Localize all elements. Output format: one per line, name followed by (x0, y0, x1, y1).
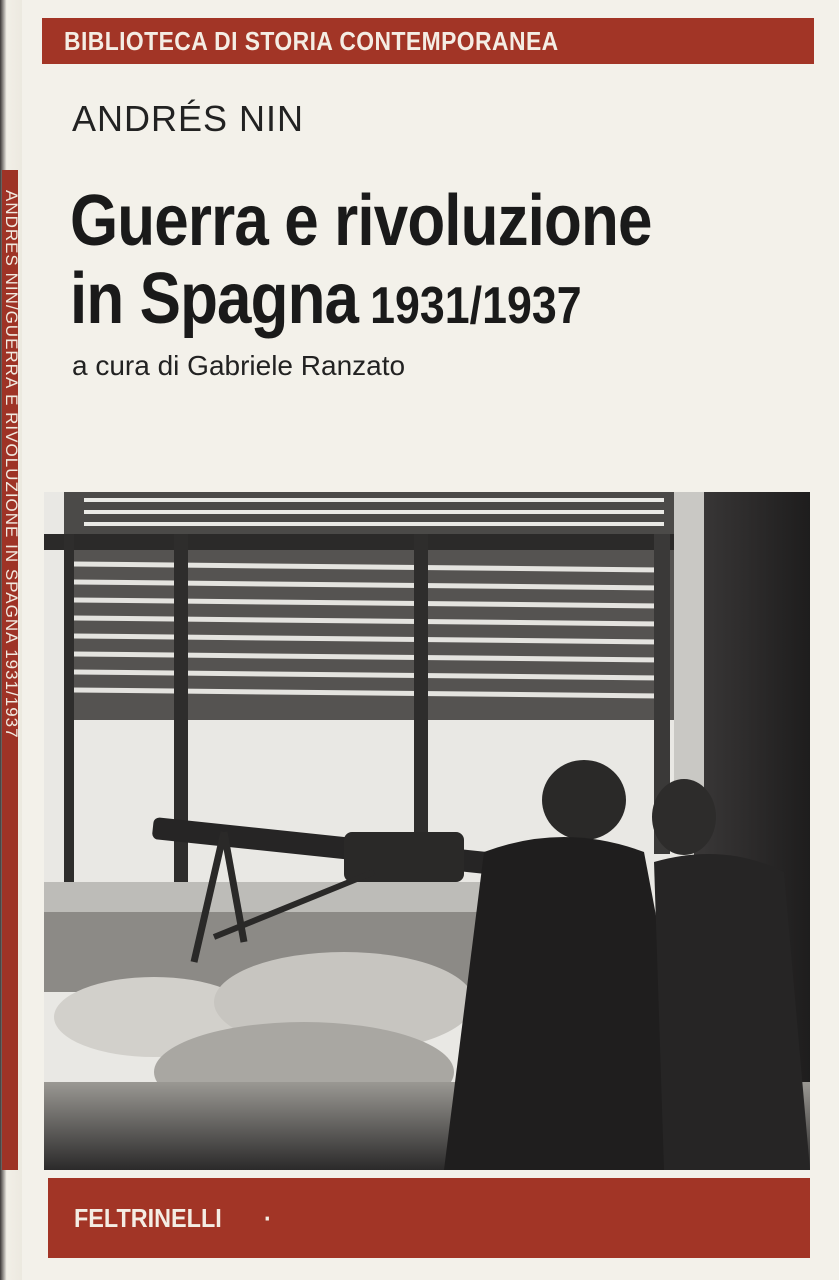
publisher-band (48, 1178, 810, 1258)
front-cover (22, 0, 839, 1280)
book-title-place: in Spagna (70, 259, 359, 339)
series-band (42, 18, 814, 64)
book-title-line-2 (70, 258, 582, 340)
cover-photo (44, 492, 810, 1170)
publisher-mark: · (264, 1202, 272, 1233)
publisher-name: FELTRINELLI (74, 1202, 222, 1233)
book-title-line-1: Guerra e rivoluzione (70, 181, 652, 261)
series-title: BIBLIOTECA DI STORIA CONTEMPORANEA (64, 25, 559, 56)
book-title-years: 1931/1937 (370, 277, 582, 335)
author-name: ANDRÉS NIN (72, 98, 305, 139)
book-spine (0, 0, 22, 1280)
cover-photo-illustration (44, 492, 810, 1170)
spine-title: ANDRÉS NIN/GUERRA E RIVOLUZIONE IN SPAGNA 1931/1937 (2, 190, 21, 739)
editor-credit: a cura di Gabriele Ranzato (72, 350, 406, 381)
